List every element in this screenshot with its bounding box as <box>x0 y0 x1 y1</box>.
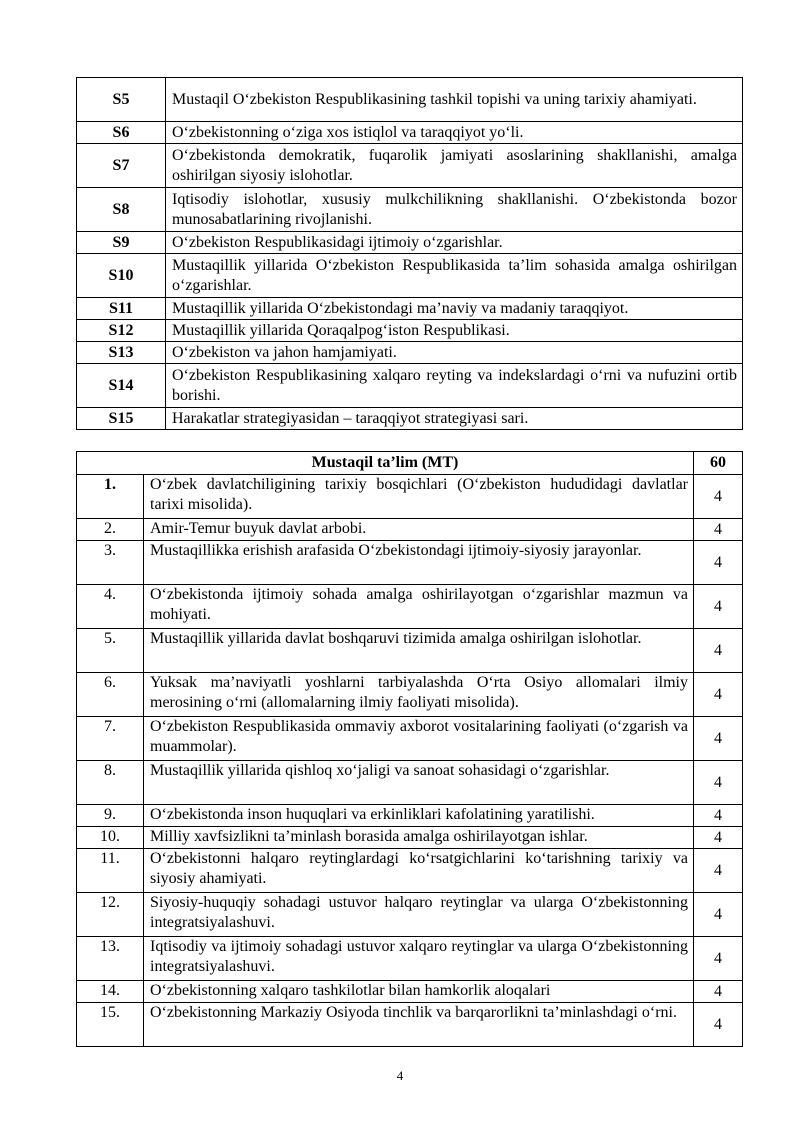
row-hours: 4 <box>694 717 743 761</box>
row-hours: 4 <box>694 629 743 673</box>
row-number: 8. <box>77 761 144 805</box>
row-hours: 4 <box>694 893 743 937</box>
seminar-code: S13 <box>77 342 166 364</box>
row-topic: O‘zbekistonda inson huquqlari va erkinliklari kafolatining yaratilishi. <box>144 805 694 827</box>
independent-study-row <box>77 981 743 1003</box>
row-hours: 4 <box>694 541 743 585</box>
row-hours: 4 <box>694 519 743 541</box>
row-number: 13. <box>77 937 144 981</box>
row-hours: 4 <box>694 981 743 1003</box>
row-topic: Mustaqillik yillarida qishloq xo‘jaligi va sanoat sohasidagi o‘zgarishlar. <box>144 761 694 805</box>
seminar-topic: O‘zbekiston Respublikasidagi ijtimoiy o‘zgarishlar. <box>166 232 743 254</box>
row-hours: 4 <box>694 849 743 893</box>
seminar-topic: Mustaqil O‘zbekiston Respublikasining tashkil topishi va uning tarixiy ahamiyati. <box>166 78 743 122</box>
row-number: 11. <box>77 849 144 893</box>
seminar-topic: O‘zbekiston Respublikasining xalqaro reyting va indekslardagi o‘rni va nufuzini ortib borishi. <box>166 364 743 408</box>
row-topic: Yuksak ma’naviyatli yoshlarni tarbiyalashda O‘rta Osiyo allomalari ilmiy merosining o‘rni (allomalarning ilmiy faoliyati misolida). <box>144 673 694 717</box>
row-hours: 4 <box>694 1003 743 1047</box>
row-number: 5. <box>77 629 144 673</box>
row-topic: O‘zbekistonda ijtimoiy sohada amalga oshirilayotgan o‘zgarishlar mazmun va mohiyati. <box>144 585 694 629</box>
independent-study-row <box>77 805 743 827</box>
seminar-code: S8 <box>77 188 166 232</box>
row-topic: O‘zbekistonning xalqaro tashkilotlar bilan hamkorlik aloqalari <box>144 981 694 1003</box>
seminar-topic: Iqtisodiy islohotlar, xususiy mulkchilikning shakllanishi. O‘zbekistonda bozor munosabatlarining rivojlanishi. <box>166 188 743 232</box>
row-topic: O‘zbek davlatchiligining tarixiy bosqichlari (O‘zbekiston hududidagi davlatlar tarixi misolida). <box>144 475 694 519</box>
seminar-row <box>77 320 743 342</box>
seminar-table <box>76 77 743 430</box>
seminar-row <box>77 188 743 232</box>
seminar-topic: Harakatlar strategiyasidan – taraqqiyot strategiyasi sari. <box>166 408 743 430</box>
independent-study-row <box>77 1003 743 1047</box>
row-hours: 4 <box>694 827 743 849</box>
row-number: 15. <box>77 1003 144 1047</box>
independent-study-row <box>77 761 743 805</box>
row-number: 14. <box>77 981 144 1003</box>
seminar-row <box>77 78 743 122</box>
independent-study-row <box>77 849 743 893</box>
row-topic: Iqtisodiy va ijtimoiy sohadagi ustuvor xalqaro reytinglar va ularga O‘zbekistonning integratsiyalashuvi. <box>144 937 694 981</box>
page-number: 4 <box>396 1068 404 1083</box>
independent-study-title: Mustaqil ta’lim (MT) <box>77 452 694 475</box>
seminar-code: S12 <box>77 320 166 342</box>
row-topic: Amir-Temur buyuk davlat arbobi. <box>144 519 694 541</box>
row-hours: 4 <box>694 585 743 629</box>
row-number: 2. <box>77 519 144 541</box>
row-number: 4. <box>77 585 144 629</box>
row-topic: Siyosiy-huquqiy sohadagi ustuvor halqaro reytinglar va ularga O‘zbekistonning integratsiyalashuvi. <box>144 893 694 937</box>
independent-study-row <box>77 585 743 629</box>
row-number: 6. <box>77 673 144 717</box>
seminar-code: S11 <box>77 298 166 320</box>
independent-study-row <box>77 519 743 541</box>
independent-study-header-row <box>77 452 743 475</box>
seminar-code: S5 <box>77 78 166 122</box>
independent-study-row <box>77 893 743 937</box>
seminar-row <box>77 122 743 144</box>
seminar-code: S15 <box>77 408 166 430</box>
row-hours: 4 <box>694 673 743 717</box>
row-hours: 4 <box>694 761 743 805</box>
row-topic: Milliy xavfsizlikni ta’minlash borasida amalga oshirilayotgan ishlar. <box>144 827 694 849</box>
seminar-row <box>77 144 743 188</box>
seminar-code: S14 <box>77 364 166 408</box>
independent-study-row <box>77 541 743 585</box>
seminar-code: S6 <box>77 122 166 144</box>
seminar-topic: Mustaqillik yillarida O‘zbekistondagi ma’naviy va madaniy taraqqiyot. <box>166 298 743 320</box>
seminar-code: S9 <box>77 232 166 254</box>
seminar-topic: O‘zbekiston va jahon hamjamiyati. <box>166 342 743 364</box>
independent-study-row <box>77 475 743 519</box>
row-number: 1. <box>77 475 144 519</box>
row-topic: O‘zbekistonni halqaro reytinglardagi ko‘rsatgichlarini ko‘tarishning tarixiy va siyosiy ahamiyati. <box>144 849 694 893</box>
independent-study-row <box>77 717 743 761</box>
seminar-topic: O‘zbekistonning o‘ziga xos istiqlol va taraqqiyot yo‘li. <box>166 122 743 144</box>
independent-study-row <box>77 629 743 673</box>
row-number: 7. <box>77 717 144 761</box>
independent-study-row <box>77 937 743 981</box>
seminar-code: S7 <box>77 144 166 188</box>
seminar-row <box>77 342 743 364</box>
seminar-topic: O‘zbekistonda demokratik, fuqarolik jamiyati asoslarining shakllanishi, amalga oshirilgan siyosiy islohotlar. <box>166 144 743 188</box>
row-hours: 4 <box>694 937 743 981</box>
row-number: 10. <box>77 827 144 849</box>
seminar-topic: Mustaqillik yillarida Qoraqalpog‘iston Respublikasi. <box>166 320 743 342</box>
row-topic: O‘zbekistonning Markaziy Osiyoda tinchlik va barqarorlikni ta’minlashdagi o‘rni. <box>144 1003 694 1047</box>
row-number: 3. <box>77 541 144 585</box>
row-hours: 4 <box>694 475 743 519</box>
row-number: 9. <box>77 805 144 827</box>
row-topic: Mustaqillik yillarida davlat boshqaruvi tizimida amalga oshirilgan islohotlar. <box>144 629 694 673</box>
independent-study-row <box>77 827 743 849</box>
independent-study-row <box>77 673 743 717</box>
independent-study-total-hours: 60 <box>694 452 743 475</box>
seminar-row <box>77 298 743 320</box>
seminar-row <box>77 408 743 430</box>
seminar-topic: Mustaqillik yillarida O‘zbekiston Respublikasida ta’lim sohasida amalga oshirilgan o‘zgarishlar. <box>166 254 743 298</box>
independent-study-table <box>76 451 743 1047</box>
seminar-row <box>77 232 743 254</box>
row-number: 12. <box>77 893 144 937</box>
seminar-code: S10 <box>77 254 166 298</box>
seminar-row <box>77 254 743 298</box>
row-hours: 4 <box>694 805 743 827</box>
row-topic: Mustaqillikka erishish arafasida O‘zbekistondagi ijtimoiy-siyosiy jarayonlar. <box>144 541 694 585</box>
row-topic: O‘zbekiston Respublikasida ommaviy axborot vositalarining faoliyati (o‘zgarish va muammolar). <box>144 717 694 761</box>
seminar-row <box>77 364 743 408</box>
